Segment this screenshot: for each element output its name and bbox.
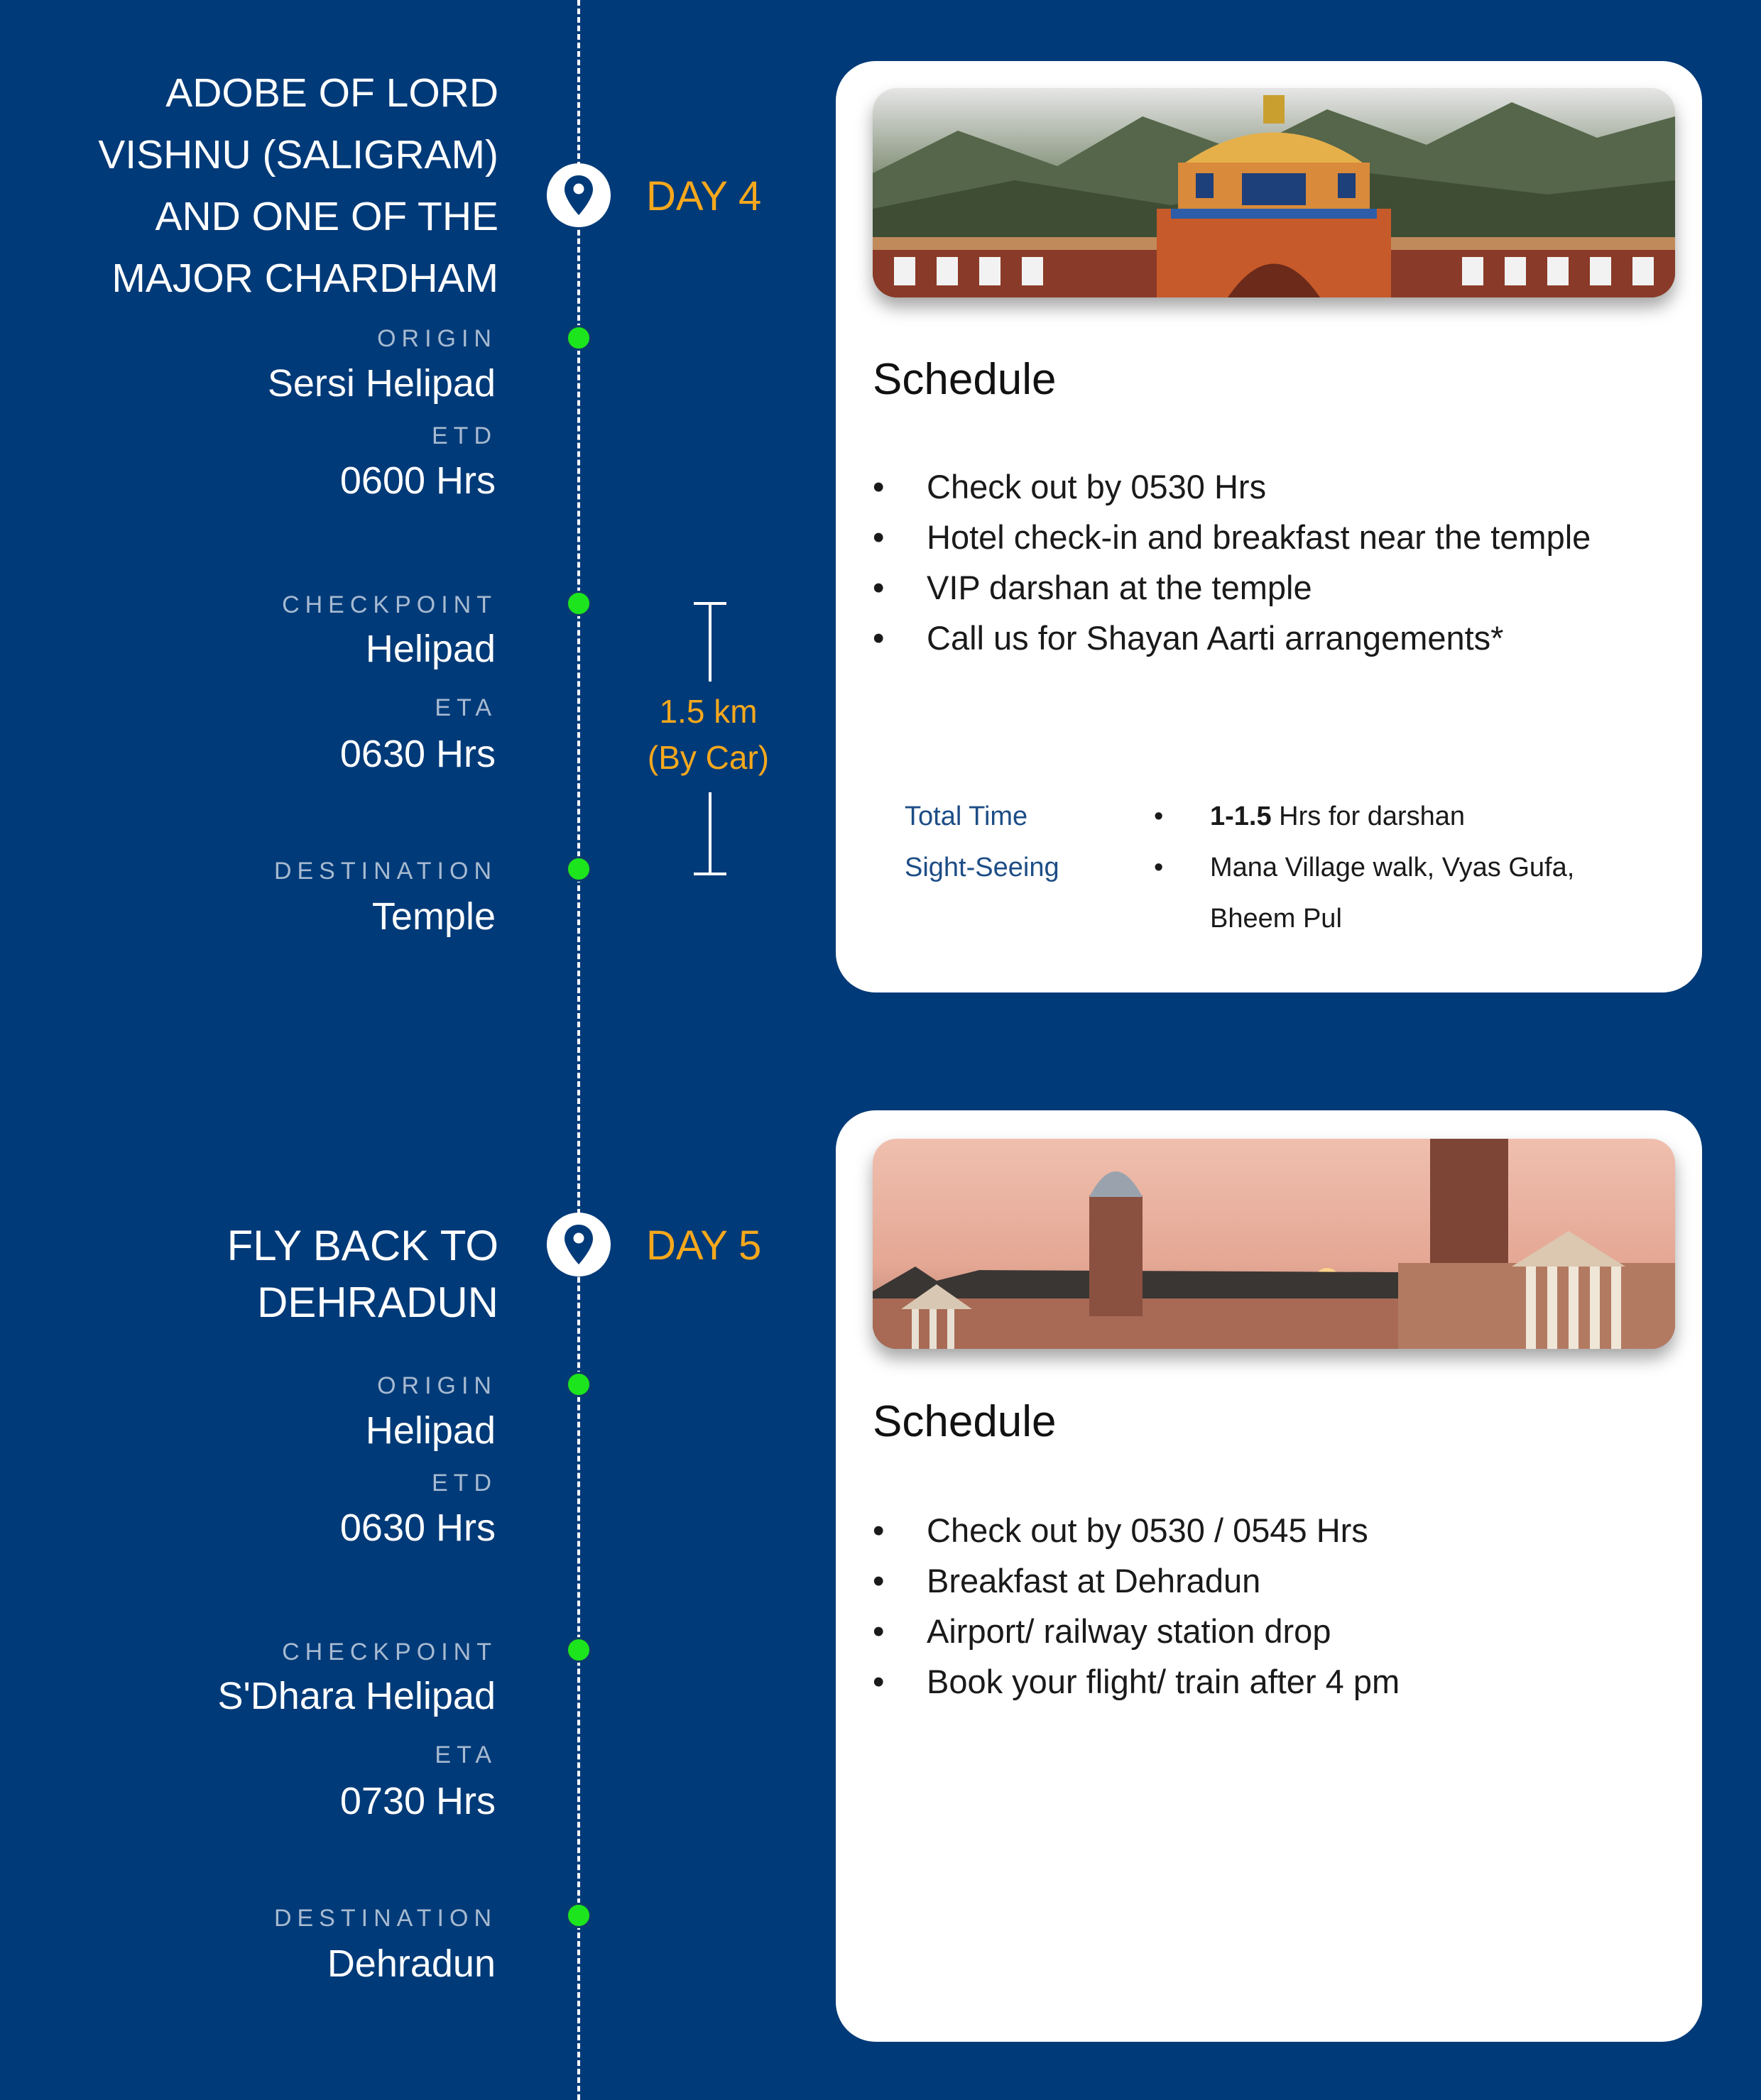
list-item-text: Check out by 0530 Hrs xyxy=(927,468,1267,505)
location-pin-icon xyxy=(547,1213,611,1276)
day5-schedule-card xyxy=(836,1110,1702,2042)
list-item xyxy=(873,562,1591,613)
list-item xyxy=(873,512,1591,562)
timeline-dot xyxy=(566,856,591,882)
destination-label: DESTINATION xyxy=(273,858,497,885)
list-item-text: Book your flight/ train after 4 pm xyxy=(927,1663,1400,1700)
eta-label: ETA xyxy=(435,1741,497,1768)
checkpoint-value: S'Dhara Helipad xyxy=(217,1675,496,1717)
destination-value: Dehradun xyxy=(327,1942,496,1985)
day5-title-line: DEHRADUN xyxy=(256,1279,498,1326)
schedule-list xyxy=(873,1505,1400,1707)
list-item-text: VIP darshan at the temple xyxy=(927,569,1312,606)
etd-label: ETD xyxy=(432,1470,497,1497)
eta-label: ETA xyxy=(435,694,497,721)
day4-title-line: MAJOR CHARDHAM xyxy=(111,256,498,301)
origin-label: ORIGIN xyxy=(377,1372,497,1399)
checkpoint-label: CHECKPOINT xyxy=(282,1639,497,1666)
distance-text xyxy=(632,689,785,781)
day4-label: DAY 4 xyxy=(646,173,762,219)
etd-value: 0630 Hrs xyxy=(339,1506,496,1549)
day4-title xyxy=(98,62,498,310)
etd-value: 0600 Hrs xyxy=(339,459,496,502)
schedule-title: Schedule xyxy=(873,355,1057,404)
distance-mode: (By Car) xyxy=(647,739,770,776)
list-item xyxy=(873,1555,1400,1606)
sightseeing-value xyxy=(1210,842,1574,944)
destination-value: Temple xyxy=(371,895,496,938)
list-item-text: Breakfast at Dehradun xyxy=(927,1562,1261,1599)
list-item-text: Check out by 0530 / 0545 Hrs xyxy=(927,1511,1368,1549)
eta-value: 0630 Hrs xyxy=(339,733,496,775)
bullet-icon: • xyxy=(873,569,885,606)
bullet-icon: • xyxy=(873,619,885,657)
checkpoint-label: CHECKPOINT xyxy=(282,591,497,618)
list-item xyxy=(873,1606,1400,1656)
location-pin-icon xyxy=(547,163,611,227)
total-time-label: Total Time xyxy=(905,802,1028,831)
day5-title xyxy=(227,1218,498,1331)
day5-label: DAY 5 xyxy=(646,1223,762,1269)
total-time-bold: 1-1.5 xyxy=(1210,802,1272,831)
bullet-icon: • xyxy=(873,518,885,556)
total-time-rest: Hrs for darshan xyxy=(1271,802,1466,831)
bullet-icon: • xyxy=(873,1663,885,1700)
origin-label: ORIGIN xyxy=(377,325,497,352)
origin-value: Helipad xyxy=(365,1409,496,1452)
list-item-text: Airport/ railway station drop xyxy=(927,1612,1331,1650)
list-item-text: Call us for Shayan Aarti arrangements* xyxy=(927,619,1504,657)
sightseeing-label: Sight-Seeing xyxy=(905,853,1059,882)
timeline-dot xyxy=(566,1903,591,1928)
bullet-icon: • xyxy=(873,1511,885,1549)
timeline-dot xyxy=(566,1637,591,1663)
timeline-line xyxy=(577,0,580,2100)
list-item xyxy=(873,1656,1400,1707)
eta-value: 0730 Hrs xyxy=(339,1780,496,1822)
checkpoint-value: Helipad xyxy=(365,628,496,670)
bullet-icon: • xyxy=(1154,802,1164,831)
schedule-list xyxy=(873,461,1591,663)
bullet-icon: • xyxy=(873,468,885,505)
origin-value: Sersi Helipad xyxy=(267,362,496,405)
list-item-text: Hotel check-in and breakfast near the temple xyxy=(927,518,1591,556)
timeline-dot xyxy=(566,325,591,351)
distance-value: 1.5 km xyxy=(659,693,758,730)
timeline-dot xyxy=(566,591,591,616)
bullet-icon: • xyxy=(873,1562,885,1599)
day4-title-line: ADOBE OF LORD xyxy=(165,70,498,116)
temple-image xyxy=(873,88,1675,297)
dehradun-image xyxy=(873,1139,1675,1349)
bullet-icon: • xyxy=(1154,853,1164,882)
list-item xyxy=(873,613,1591,663)
sightseeing-line: Mana Village walk, Vyas Gufa, xyxy=(1210,853,1575,882)
day5-title-line: FLY BACK TO xyxy=(227,1222,498,1269)
list-item xyxy=(873,1505,1400,1555)
total-time-value xyxy=(1210,791,1465,842)
list-item xyxy=(873,461,1591,512)
day4-schedule-card xyxy=(836,61,1702,992)
timeline-dot xyxy=(566,1372,591,1397)
day4-title-line: AND ONE OF THE xyxy=(155,194,498,239)
bullet-icon: • xyxy=(873,1612,885,1650)
destination-label: DESTINATION xyxy=(273,1905,497,1932)
sightseeing-line: Bheem Pul xyxy=(1210,904,1342,934)
schedule-title: Schedule xyxy=(873,1397,1057,1446)
etd-label: ETD xyxy=(432,422,497,449)
day4-title-line: VISHNU (SALIGRAM) xyxy=(98,132,498,177)
